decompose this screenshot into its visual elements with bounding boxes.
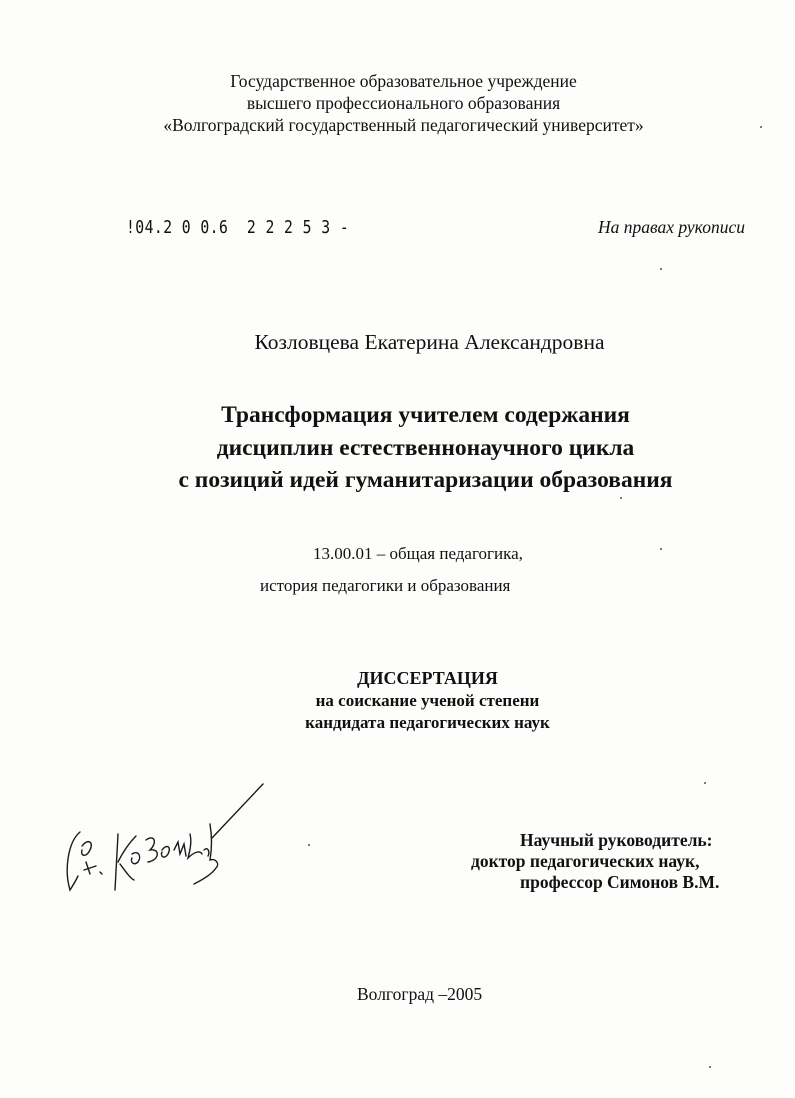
- city-year: Волгоград –2005: [357, 984, 483, 1004]
- scan-speck: [704, 782, 706, 784]
- supervisor-name: профессор Симонов В.М.: [520, 872, 720, 892]
- scan-speck: [660, 268, 662, 270]
- scan-speck: [620, 497, 622, 499]
- author-name: Козловцева Екатерина Александровна: [254, 330, 605, 354]
- handwritten-signature: [60, 780, 270, 900]
- institution-line-2: высшего профессионального образования: [246, 93, 561, 113]
- scan-speck: [660, 548, 662, 550]
- institution-line-3: «Волгоградский государственный педагогический университет»: [163, 115, 644, 135]
- supervisor-label: Научный руководитель:: [520, 830, 713, 850]
- scan-speck: [709, 1066, 711, 1068]
- dissertation-field-line: кандидата педагогических наук: [305, 713, 550, 732]
- registration-number: !04.2 0 0.6 2 2 2 5 3 -: [126, 217, 350, 238]
- dissertation-degree-line: на соискание ученой степени: [315, 691, 540, 710]
- dissertation-heading: ДИССЕРТАЦИЯ: [357, 668, 498, 688]
- institution-line-1: Государственное образовательное учреждение: [230, 71, 577, 91]
- title-line-3: с позиций идей гуманитаризации образования: [178, 467, 673, 493]
- manuscript-note: На правах рукописи: [598, 217, 745, 237]
- specialty-line-1: 13.00.01 – общая педагогика,: [313, 544, 523, 563]
- scan-speck: [308, 844, 310, 846]
- supervisor-degree: доктор педагогических наук,: [471, 851, 700, 871]
- scan-speck: [760, 126, 762, 128]
- specialty-line-2: история педагогики и образования: [260, 576, 511, 595]
- title-line-2: дисциплин естественнонаучного цикла: [216, 435, 635, 461]
- title-line-1: Трансформация учителем содержания: [221, 402, 630, 428]
